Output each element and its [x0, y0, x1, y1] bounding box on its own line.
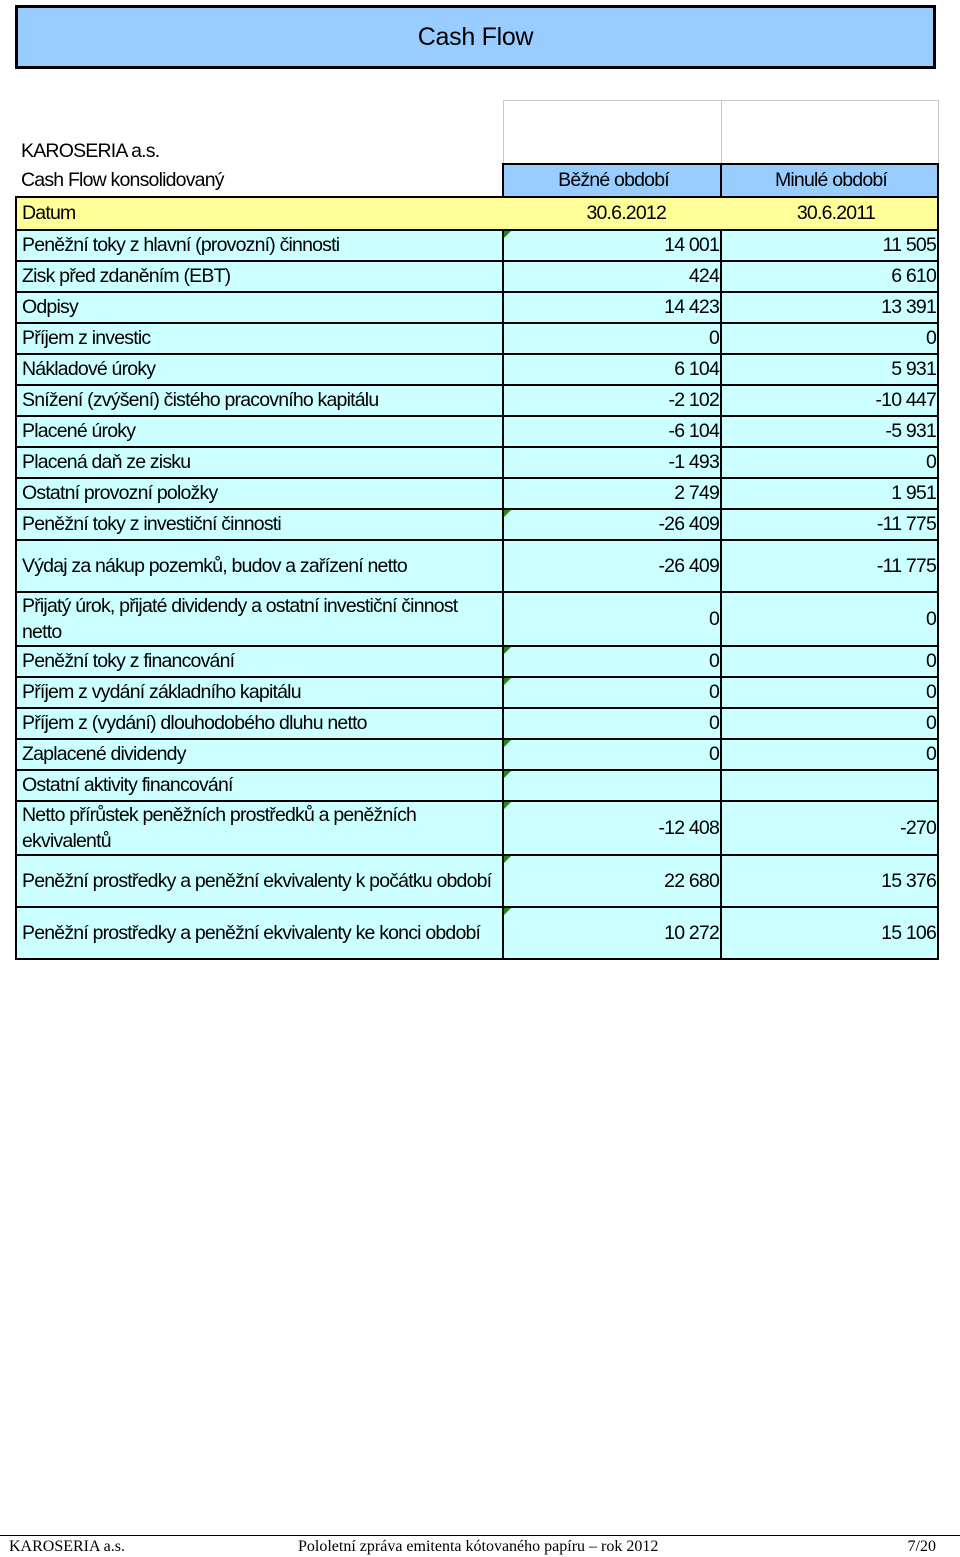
value-previous	[721, 770, 938, 801]
value-current: 424	[503, 261, 721, 292]
row-label: Placená daň ze zisku	[16, 447, 503, 478]
row-label: Výdaj za nákup pozemků, budov a zařízení netto	[16, 540, 503, 592]
value-previous: 15 106	[721, 907, 938, 959]
value-current: 0	[503, 323, 721, 354]
table-row	[16, 739, 938, 770]
value-current: 0	[503, 739, 721, 770]
value-previous: 0	[721, 323, 938, 354]
row-label: Peněžní toky z financování	[16, 646, 503, 677]
subtitle-row	[16, 164, 938, 197]
column-header-current: Běžné období	[503, 164, 721, 197]
value-previous: 0	[721, 708, 938, 739]
value-current: 0	[503, 592, 721, 646]
row-label: Odpisy	[16, 292, 503, 323]
table-row	[16, 292, 938, 323]
table-row	[16, 708, 938, 739]
value-current: 2 749	[503, 478, 721, 509]
footer-report-name: Pololetní zpráva emitenta kótovaného papíru – rok 2012	[298, 1538, 659, 1555]
value-previous: 6 610	[721, 261, 938, 292]
value-previous: -5 931	[721, 416, 938, 447]
value-previous: -11 775	[721, 509, 938, 540]
table-row	[16, 592, 938, 646]
value-current: 0	[503, 708, 721, 739]
row-label: Peněžní toky z hlavní (provozní) činnosti	[16, 230, 503, 261]
value-previous: 13 391	[721, 292, 938, 323]
table-row	[16, 416, 938, 447]
table-row	[16, 855, 938, 907]
value-current: 14 001	[503, 230, 721, 261]
row-label: Příjem z investic	[16, 323, 503, 354]
row-label: Příjem z (vydání) dlouhodobého dluhu netto	[16, 708, 503, 739]
table-row	[16, 677, 938, 708]
value-previous: -11 775	[721, 540, 938, 592]
report-subtitle: Cash Flow konsolidovaný	[21, 168, 224, 191]
value-previous: 15 376	[721, 855, 938, 907]
row-label: Peněžní toky z investiční činnosti	[16, 509, 503, 540]
table-row	[16, 646, 938, 677]
value-current: 10 272	[503, 907, 721, 959]
table-row	[16, 801, 938, 855]
page-footer	[0, 1535, 960, 1557]
cash-flow-rows	[16, 230, 938, 959]
value-current: -12 408	[503, 801, 721, 855]
value-current: -2 102	[503, 385, 721, 416]
value-previous: 0	[721, 677, 938, 708]
value-previous: 0	[721, 447, 938, 478]
value-previous: 0	[721, 646, 938, 677]
row-label: Příjem z vydání základního kapitálu	[16, 677, 503, 708]
value-current: 14 423	[503, 292, 721, 323]
table-row	[16, 540, 938, 592]
value-current: 22 680	[503, 855, 721, 907]
table-row	[16, 509, 938, 540]
value-current: -26 409	[503, 509, 721, 540]
column-header-previous: Minulé období	[721, 164, 938, 197]
row-label: Snížení (zvýšení) čistého pracovního kapitálu	[16, 385, 503, 416]
value-previous: -270	[721, 801, 938, 855]
row-label: Placené úroky	[16, 416, 503, 447]
row-label: Netto přírůstek peněžních prostředků a peněžních ekvivalentů	[16, 801, 503, 855]
value-previous: 1 951	[721, 478, 938, 509]
value-current: -1 493	[503, 447, 721, 478]
blank-row	[16, 101, 938, 132]
row-label: Peněžní prostředky a peněžní ekvivalenty ke konci období	[16, 907, 503, 959]
value-current: 0	[503, 677, 721, 708]
table-row	[16, 907, 938, 959]
value-current	[503, 770, 721, 801]
page-title: Cash Flow	[15, 5, 936, 69]
date-label: Datum	[16, 197, 503, 230]
value-current: -26 409	[503, 540, 721, 592]
table-row	[16, 323, 938, 354]
table-row	[16, 354, 938, 385]
table-row	[16, 261, 938, 292]
value-current: 6 104	[503, 354, 721, 385]
row-label: Zisk před zdaněním (EBT)	[16, 261, 503, 292]
value-previous: 5 931	[721, 354, 938, 385]
table-row	[16, 770, 938, 801]
date-previous: 30.6.2011	[721, 197, 938, 230]
row-label: Zaplacené dividendy	[16, 739, 503, 770]
value-previous: 11 505	[721, 230, 938, 261]
table-row	[16, 385, 938, 416]
table-row	[16, 447, 938, 478]
value-current: 0	[503, 646, 721, 677]
value-previous: 0	[721, 739, 938, 770]
footer-page-number: 7/20	[907, 1538, 936, 1555]
company-row	[16, 131, 938, 164]
value-current: -6 104	[503, 416, 721, 447]
date-row	[16, 197, 938, 230]
row-label: Přijatý úrok, přijaté dividendy a ostatní investiční činnost netto	[16, 592, 503, 646]
company-name: KAROSERIA a.s.	[21, 140, 160, 162]
footer-company: KAROSERIA a.s.	[9, 1538, 126, 1555]
row-label: Ostatní aktivity financování	[16, 770, 503, 801]
table-row	[16, 230, 938, 261]
row-label: Ostatní provozní položky	[16, 478, 503, 509]
row-label: Peněžní prostředky a peněžní ekvivalenty k počátku období	[16, 855, 503, 907]
cash-flow-table	[15, 100, 939, 960]
row-label: Nákladové úroky	[16, 354, 503, 385]
table-row	[16, 478, 938, 509]
value-previous: -10 447	[721, 385, 938, 416]
value-previous: 0	[721, 592, 938, 646]
date-current: 30.6.2012	[503, 197, 721, 230]
